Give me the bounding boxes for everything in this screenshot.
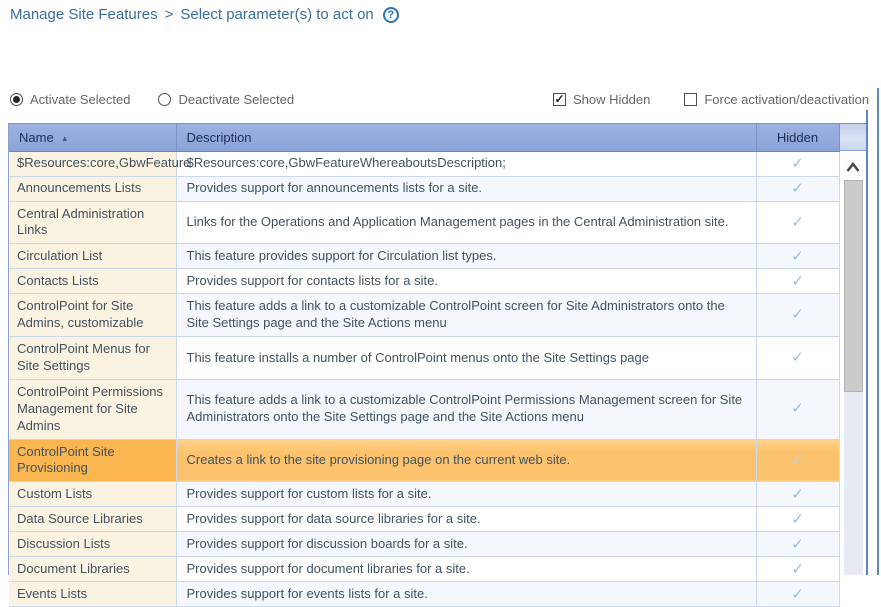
force-activation-checkbox-icon[interactable] [684,93,697,106]
feature-name-cell: Document Libraries [9,557,176,582]
feature-name-cell: Custom Lists [9,482,176,507]
scroll-up-button[interactable] [844,155,863,178]
scrollbar-header-corner [840,124,868,151]
show-hidden-label[interactable]: Show Hidden [573,92,651,107]
table-row[interactable] [9,532,839,557]
help-icon[interactable]: ? [383,7,399,23]
breadcrumb-separator: > [164,6,174,23]
breadcrumb [10,6,399,23]
feature-description-cell: Provides support for document libraries for a site. [176,557,756,582]
deactivate-selected-radio-item[interactable] [158,92,294,107]
deactivate-radio-label[interactable]: Deactivate Selected [178,92,295,107]
feature-hidden-cell [756,244,839,269]
breadcrumb-manage-site-features[interactable]: Manage Site Features [10,6,158,23]
feature-hidden-cell [756,439,839,482]
feature-hidden-cell [756,151,839,176]
table-row[interactable] [9,337,839,380]
force-activation-label[interactable]: Force activation/deactivation [704,92,870,107]
table-row[interactable] [9,294,839,337]
feature-name-cell: Circulation List [9,244,176,269]
show-hidden-checkbox-icon[interactable] [553,93,566,106]
option-checkboxes [553,92,869,107]
feature-name-cell: Central Administration Links [9,201,176,244]
show-hidden-checkbox-item[interactable] [553,92,650,107]
check-icon: ✓ [791,247,804,265]
feature-hidden-cell [756,482,839,507]
feature-name-cell: ControlPoint for Site Admins, customizable [9,294,176,337]
check-icon: ✓ [791,400,804,418]
table-scrollbar [840,124,868,575]
outer-panel-border [877,88,879,575]
feature-description-cell: Creates a link to the site provisioning page on the current web site. [176,439,756,482]
activate-radio-label[interactable]: Activate Selected [30,92,131,107]
table-row[interactable] [9,507,839,532]
table-row[interactable] [9,269,839,294]
feature-hidden-cell [756,337,839,380]
feature-description-cell: Links for the Operations and Application Management pages in the Central Administration site. [176,201,756,244]
table-row[interactable] [9,482,839,507]
feature-hidden-cell [756,532,839,557]
table-row[interactable] [9,379,839,439]
check-icon: ✓ [791,560,804,578]
table-row[interactable] [9,151,839,176]
feature-hidden-cell [756,582,839,607]
features-table-panel [8,123,866,603]
feature-name-cell: Events Lists [9,582,176,607]
feature-table-body [9,151,839,607]
feature-name-cell: $Resources:core,GbwFeature [9,151,176,176]
force-activation-checkbox-item[interactable] [684,92,869,107]
table-header-row [9,124,839,151]
feature-hidden-cell [756,557,839,582]
feature-description-cell: Provides support for data source libraries for a site. [176,507,756,532]
feature-description-cell: This feature installs a number of ControlPoint menus onto the Site Settings page [176,337,756,380]
feature-name-cell: ControlPoint Menus for Site Settings [9,337,176,380]
check-icon: ✓ [791,179,804,197]
check-icon: ✓ [791,485,804,503]
check-icon: ✓ [791,213,804,231]
table-row[interactable] [9,244,839,269]
feature-hidden-cell [756,507,839,532]
feature-name-cell: Discussion Lists [9,532,176,557]
table-row[interactable] [9,176,839,201]
check-icon: ✓ [791,535,804,553]
action-controls [0,92,881,114]
check-icon: ✓ [791,272,804,290]
right-panel-border [866,110,868,575]
column-header-hidden[interactable]: Hidden [756,124,839,151]
features-table [9,124,840,607]
feature-hidden-cell [756,294,839,337]
check-icon: ✓ [791,349,804,367]
feature-hidden-cell [756,176,839,201]
feature-description-cell: Provides support for announcements lists for a site. [176,176,756,201]
chevron-up-icon [845,161,861,173]
check-icon: ✓ [791,154,804,172]
scrollbar-thumb[interactable] [844,180,863,392]
feature-hidden-cell [756,269,839,294]
feature-name-cell: ControlPoint Permissions Management for Site Admins [9,379,176,439]
feature-description-cell: $Resources:core,GbwFeatureWhereaboutsDescription; [176,151,756,176]
check-icon: ✓ [791,510,804,528]
feature-description-cell: Provides support for contacts lists for a site. [176,269,756,294]
table-row[interactable] [9,582,839,607]
feature-description-cell: Provides support for discussion boards for a site. [176,532,756,557]
deactivate-radio-icon[interactable] [158,93,171,106]
activate-radio-icon[interactable] [10,93,23,106]
check-icon: ✓ [791,451,804,469]
activate-selected-radio-item[interactable] [10,92,130,107]
feature-description-cell: This feature adds a link to a customizable ControlPoint Permissions Management screen for Site Administrators onto the Site Settings page and the Site Actions menu [176,379,756,439]
action-radio-group [10,92,294,107]
feature-name-cell: ControlPoint Site Provisioning [9,439,176,482]
table-row[interactable] [9,201,839,244]
sort-ascending-icon: ▲ [60,133,69,143]
feature-description-cell: Provides support for events lists for a site. [176,582,756,607]
column-header-description[interactable]: Description [176,124,756,151]
check-icon: ✓ [791,306,804,324]
check-icon: ✓ [791,585,804,603]
table-row[interactable] [9,557,839,582]
column-header-name[interactable]: Name ▲ [9,124,176,151]
feature-hidden-cell [756,201,839,244]
page-title: Select parameter(s) to act on [180,6,374,23]
table-row[interactable] [9,439,839,482]
feature-name-cell: Announcements Lists [9,176,176,201]
feature-hidden-cell [756,379,839,439]
feature-description-cell: This feature provides support for Circulation list types. [176,244,756,269]
feature-name-cell: Data Source Libraries [9,507,176,532]
feature-name-cell: Contacts Lists [9,269,176,294]
feature-description-cell: This feature adds a link to a customizable ControlPoint screen for Site Administrators onto the Site Settings page and the Site Actions menu [176,294,756,337]
feature-description-cell: Provides support for custom lists for a site. [176,482,756,507]
